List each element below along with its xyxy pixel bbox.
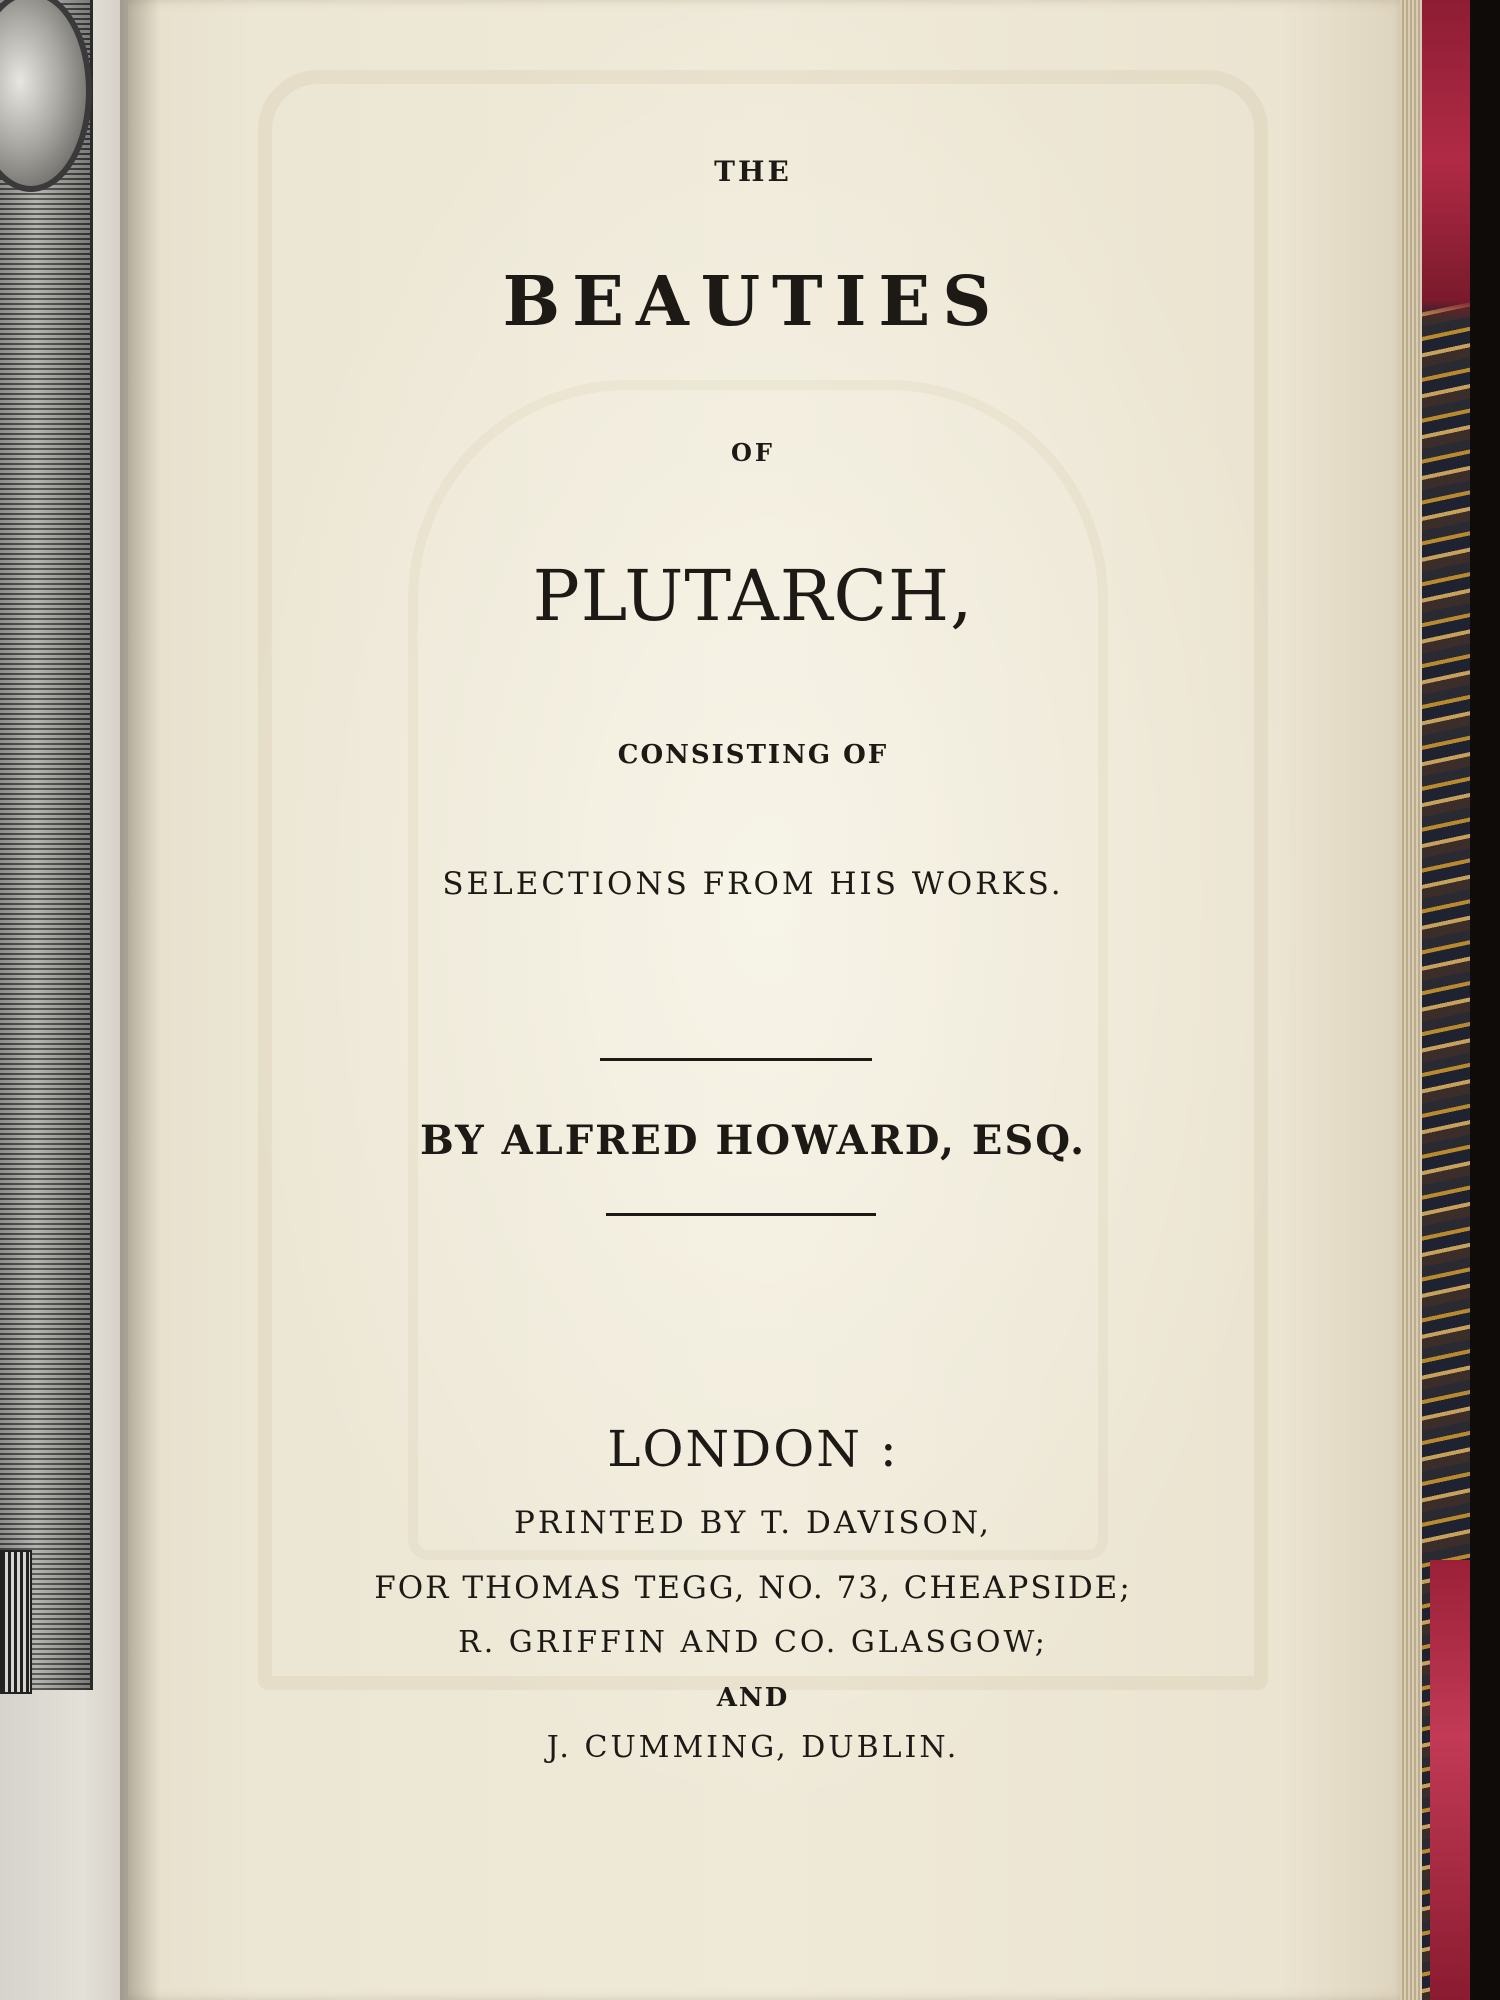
divider-rule	[606, 1213, 876, 1216]
imprint-publisher: FOR THOMAS TEGG, NO. 73, CHEAPSIDE;	[374, 1570, 1132, 1606]
subtitle-intro: CONSISTING OF	[617, 740, 889, 770]
title-article: THE	[714, 155, 792, 188]
imprint-city: LONDON :	[607, 1420, 899, 1478]
page-block-edge	[1400, 0, 1422, 2000]
imprint-publisher: R. GRIFFIN AND CO. GLASGOW;	[458, 1625, 1048, 1660]
imprint-publisher: J. CUMMING, DUBLIN.	[546, 1730, 960, 1765]
title-author-subject: PLUTARCH,	[532, 555, 974, 637]
subtitle: SELECTIONS FROM HIS WORKS.	[442, 866, 1064, 902]
facing-page	[0, 0, 140, 2000]
byline: BY ALFRED HOWARD, ESQ.	[419, 1117, 1087, 1164]
frontispiece-engraving	[0, 0, 93, 1690]
imprint-printer: PRINTED BY T. DAVISON,	[514, 1505, 992, 1541]
divider-rule	[600, 1058, 872, 1061]
title-main: BEAUTIES	[502, 262, 1004, 342]
title-page	[128, 0, 1408, 2000]
title-of: OF	[731, 438, 775, 467]
book-gutter-shadow	[120, 0, 160, 2000]
background-shadow	[1470, 0, 1500, 2000]
imprint-conjunction: AND	[716, 1683, 790, 1713]
engraving-border-ornament	[0, 1550, 32, 1694]
